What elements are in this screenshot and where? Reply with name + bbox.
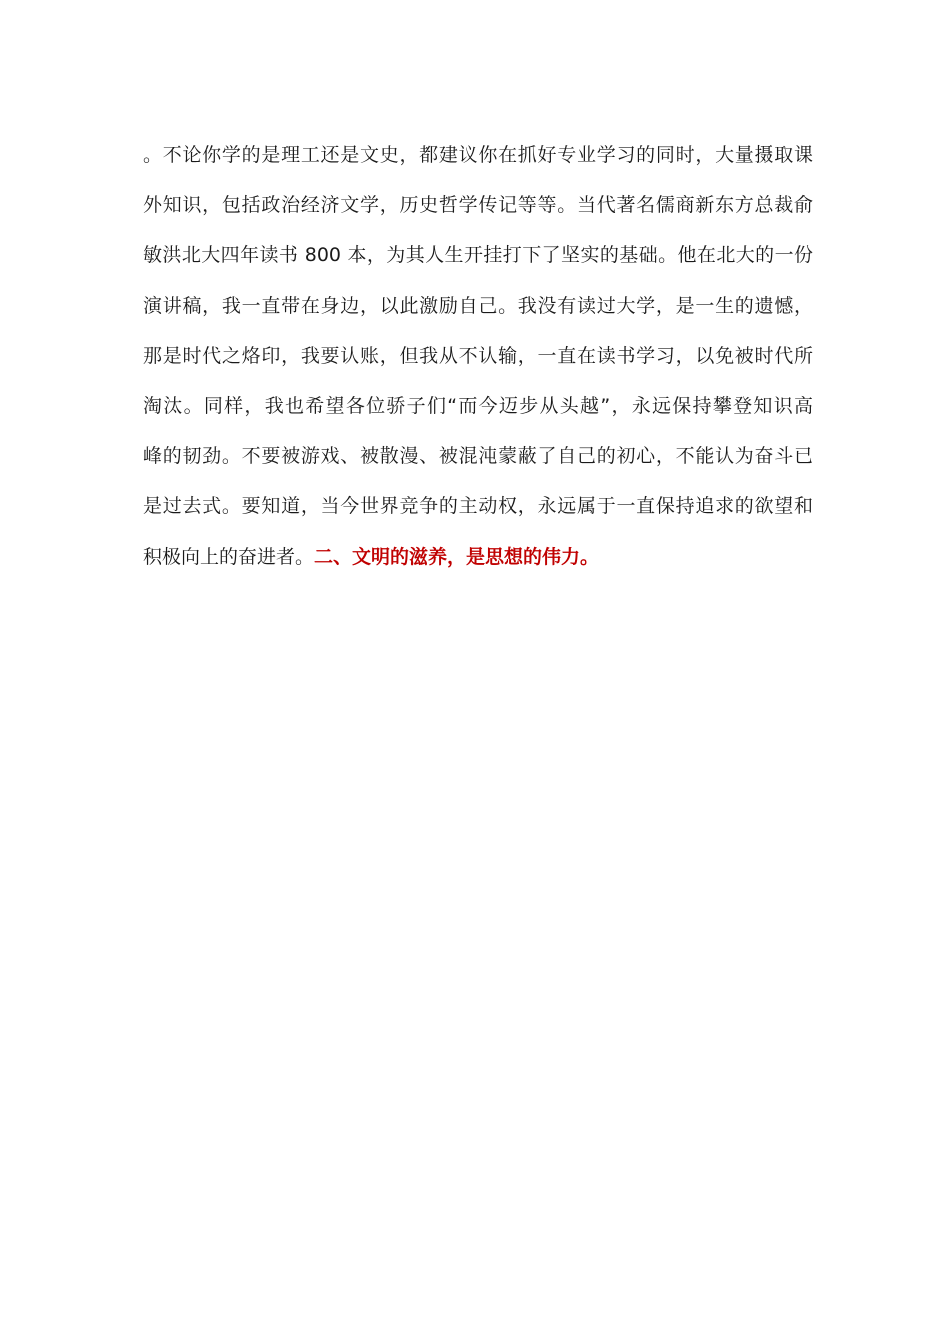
paragraph-line: 峰的韧劲。不要被游戏、被散漫、被混沌蒙蔽了自己的初心，不能认为奋斗已 — [143, 445, 813, 468]
paragraph-line: 是过去式。要知道，当今世界竞争的主动权，永远属于一直保持追求的欲望和 — [143, 495, 813, 518]
paragraph-line: 演讲稿，我一直带在身边，以此激励自己。我没有读过大学，是一生的遗憾， — [143, 294, 813, 317]
paragraph-line: 。不论你学的是理工还是文史，都建议你在抓好专业学习的同时，大量摄取课 — [143, 144, 813, 166]
paragraph-line-text: 积极向上的奋进者。 — [143, 545, 315, 568]
section-heading: 二、文明的滋养，是思想的伟力。 — [314, 545, 600, 568]
paragraph-line: 淘汰。同样，我也希望各位骄子们“而今迈步从头越”，永远保持攀登知识高 — [143, 395, 813, 418]
paragraph-last-line — [143, 532, 813, 582]
paragraph-line: 敏洪北大四年读书 800 本，为其人生开挂打下了坚实的基础。他在北大的一份 — [143, 244, 813, 267]
paragraph-line: 那是时代之烙印，我要认账，但我从不认输，一直在读书学习，以免被时代所 — [143, 344, 813, 367]
paragraph-line: 外知识，包括政治经济文学，历史哲学传记等等。当代著名儒商新东方总裁俞 — [143, 194, 813, 217]
body-paragraph — [143, 130, 813, 582]
